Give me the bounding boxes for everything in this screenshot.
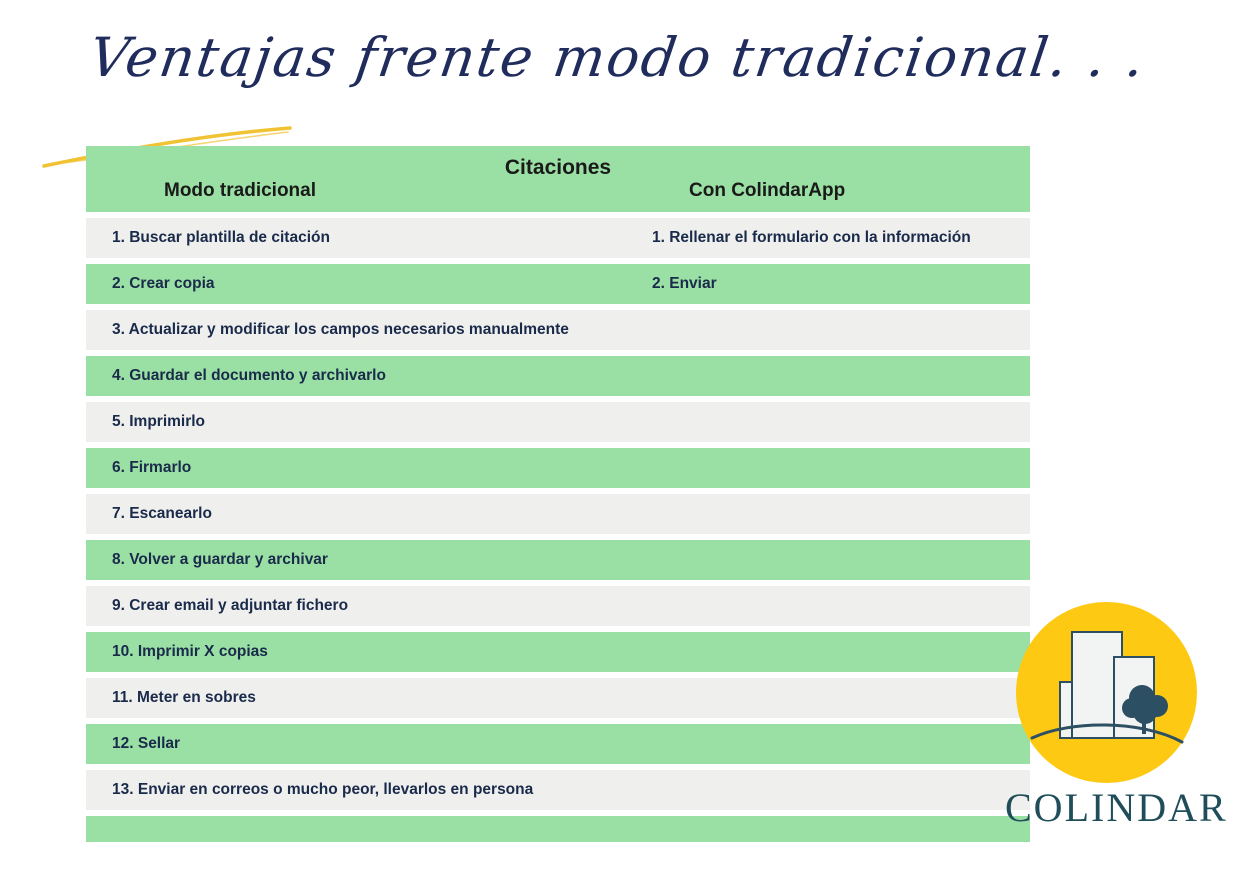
logo-wordmark: COLINDAR [1005,785,1228,830]
table-cell-traditional: 10. Imprimir X copias [112,643,268,660]
table-cell-traditional: 2. Crear copia [112,275,215,292]
table-row [86,632,1030,672]
table-row [86,310,1030,350]
table-cell-traditional: 4. Guardar el documento y archivarlo [112,367,386,384]
table-cell-traditional: 9. Crear email y adjuntar fichero [112,597,349,614]
table-row [86,356,1030,396]
table-body [86,218,1030,842]
table-row [86,586,1030,626]
table-header-colindarapp: Con ColindarApp [689,180,846,201]
table-cell-traditional: 8. Volver a guardar y archivar [112,551,328,568]
table-header-center: Citaciones [504,156,612,179]
table-cell-traditional: 11. Meter en sobres [112,689,256,706]
table-cell-traditional: 12. Sellar [112,735,181,752]
slide-title-block [85,26,1150,138]
table-row [86,448,1030,488]
table-cell-traditional: 6. Firmarlo [112,459,192,476]
table-cell-colindarapp: 1. Rellenar el formulario con la información [652,229,971,246]
table-row [86,770,1030,810]
table-row [86,816,1030,842]
table-cell-traditional: 5. Imprimirlo [112,413,206,430]
table-cell-traditional: 3. Actualizar y modificar los campos necesarios manualmente [112,321,569,338]
colindar-logo [1005,602,1228,852]
logo-buildings-icon [1016,602,1197,783]
table-cell-colindarapp: 2. Enviar [652,275,717,292]
table-row [86,264,1030,304]
table-row [86,494,1030,534]
table-row [86,678,1030,718]
table-cell-traditional: 13. Enviar en correos o mucho peor, llevarlos en persona [112,781,534,798]
table-row [86,402,1030,442]
page-title: Ventajas frente modo tradicional. . . [85,26,1150,89]
table-cell-traditional: 7. Escanearlo [112,505,212,522]
comparison-table [86,146,1030,842]
table-header-row [86,146,1030,212]
table-row [86,540,1030,580]
table-row [86,218,1030,258]
table-row [86,724,1030,764]
table-header-traditional: Modo tradicional [164,180,316,201]
table-cell-traditional: 1. Buscar plantilla de citación [112,229,330,246]
